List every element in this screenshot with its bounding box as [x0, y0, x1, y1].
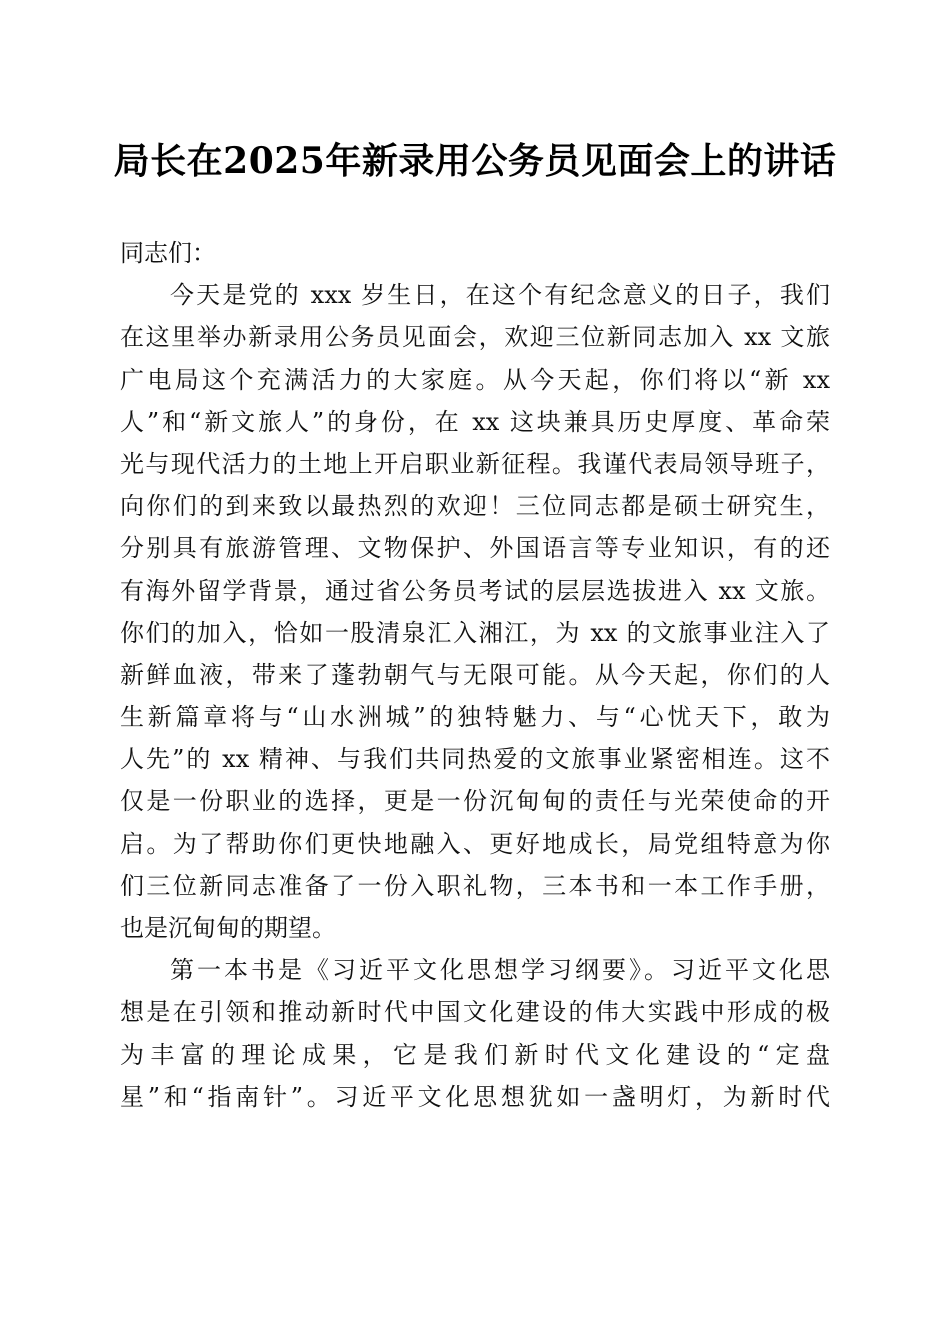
text-line: 广电局这个充满活力的大家庭。从今天起，你们将以“新 xx	[120, 365, 830, 394]
text-line: 第一本书是《习近平文化思想学习纲要》。习近平文化思	[170, 956, 830, 985]
text-line: 启。为了帮助你们更快地融入、更好地成长，局党组特意为你	[120, 829, 830, 858]
text-line: 想是在引领和推动新时代中国文化建设的伟大实践中形成的极	[120, 998, 830, 1027]
text-line: 新鲜血液，带来了蓬勃朝气与无限可能。从今天起，你们的人	[120, 660, 830, 689]
text-line: 也是沉甸甸的期望。	[120, 914, 336, 942]
text-line: 向你们的到来致以最热烈的欢迎！三位同志都是硕士研究生，	[120, 492, 830, 521]
text-line: 星”和“指南针”。习近平文化思想犹如一盏明灯，为新时代	[120, 1082, 830, 1111]
text-line: 生新篇章将与“山水洲城”的独特魅力、与“心忧天下，敢为	[120, 703, 830, 732]
text-line: 人先”的 xx 精神、与我们共同热爱的文旅事业紧密相连。这不	[120, 745, 830, 774]
text-line: 有海外留学背景，通过省公务员考试的层层选拔进入 xx 文旅。	[120, 576, 830, 605]
text-line: 仅是一份职业的选择，更是一份沉甸甸的责任与光荣使命的开	[120, 787, 830, 816]
text-line: 们三位新同志准备了一份入职礼物，三本书和一本工作手册，	[120, 871, 830, 900]
text-line: 分别具有旅游管理、文物保护、外国语言等专业知识，有的还	[120, 534, 830, 563]
text-line: 同志们：	[120, 239, 216, 267]
document-title: 局长在2025年新录用公务员见面会上的讲话	[113, 140, 837, 182]
text-line: 光与现代活力的土地上开启职业新征程。我谨代表局领导班子，	[120, 449, 830, 478]
text-line: 人”和“新文旅人”的身份，在 xx 这块兼具历史厚度、革命荣	[120, 407, 830, 436]
text-line: 在这里举办新录用公务员见面会，欢迎三位新同志加入 xx 文旅	[120, 323, 830, 352]
text-line: 为丰富的理论成果，它是我们新时代文化建设的“定盘	[120, 1040, 830, 1069]
document-body	[120, 232, 830, 1118]
text-line: 你们的加入，恰如一股清泉汇入湘江，为 xx 的文旅事业注入了	[120, 618, 830, 647]
text-line: 今天是党的 xxx 岁生日，在这个有纪念意义的日子，我们	[170, 281, 830, 310]
